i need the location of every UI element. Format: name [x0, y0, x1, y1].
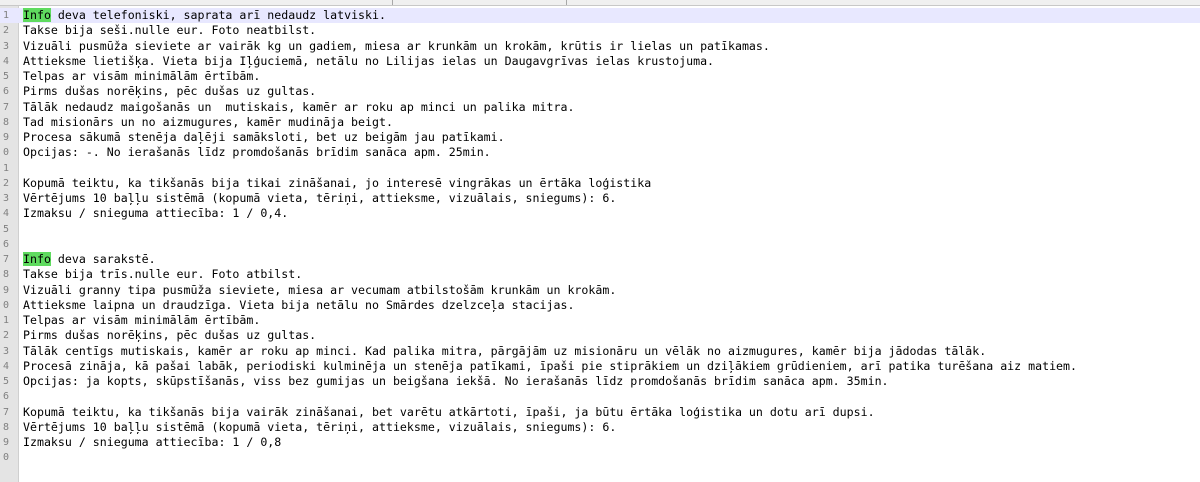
- line-number: 3: [2, 345, 9, 357]
- line-number: 1: [2, 10, 9, 21]
- line-content: Pirms dušas norēķins, pēc dušas uz gultas.: [23, 84, 317, 99]
- editor-line[interactable]: [0, 176, 1200, 191]
- line-content: Attieksme laipna un draudzīga. Vieta bija netālu no Smārdes dzelzceļa stacijas.: [23, 297, 575, 312]
- line-number: 0: [2, 299, 9, 311]
- line-text: [23, 283, 616, 298]
- line-text: [23, 435, 281, 450]
- line-content: Telpas ar visām minimālām ērtībām.: [23, 69, 261, 83]
- line-text: [23, 23, 316, 38]
- line-content: Kopumā teiktu, ka tikšanās bija tikai zināšanai, jo interesē vingrākas un ērtāka loģistika: [23, 175, 652, 190]
- line-content: Opcijas: ja kopts, skūpstīšanās, viss bez gumijas un beigšana iekšā. No ierašanās līdz promdošanās brīdim sanāca apm. 35min.: [23, 374, 889, 388]
- line-text: [23, 191, 616, 206]
- line-text: [23, 267, 302, 282]
- line-content: Attieksme lietišķa. Vieta bija Iļģuciemā, netālu no Lilijas ielas un Daugavgrīvas ielas krustojuma.: [23, 53, 715, 68]
- editor-line[interactable]: [0, 420, 1200, 435]
- line-number: 2: [2, 25, 9, 37]
- line-number: 6: [2, 391, 9, 403]
- line-text: [23, 130, 505, 145]
- line-text: [23, 54, 714, 69]
- line-text: [23, 100, 574, 115]
- line-text: [23, 39, 770, 54]
- line-content: Procesa sākumā stenēja daļēji samāksloti, bet uz beigām jau patīkami.: [23, 130, 505, 144]
- line-content: Procesā zināja, kā pašai labāk, periodiski kulminēja un stenēja patīkami, īpaši pie stiprākiem un dziļākiem grūdieniem, arī patika turēšana aiz matiem.: [23, 358, 1077, 373]
- line-content: Kopumā teiktu, ka tikšanās bija vairāk zināšanai, bet varētu atkārtoti, īpaši, ja būtu ērtāka loģistika un dotu arī dupsi.: [23, 404, 875, 419]
- line-text: [23, 344, 986, 359]
- editor-line[interactable]: [0, 84, 1200, 99]
- line-number: 3: [2, 40, 9, 52]
- line-number: 5: [2, 71, 9, 82]
- editor-line[interactable]: [0, 267, 1200, 282]
- line-number: 5: [2, 223, 9, 235]
- editor-line[interactable]: [0, 54, 1200, 69]
- line-content: deva sarakstē.: [50, 252, 156, 266]
- line-content: deva telefoniski, saprata arī nedaudz latviski.: [50, 8, 386, 22]
- line-number: 2: [2, 330, 9, 342]
- line-number: 8: [2, 269, 9, 281]
- line-text: [23, 69, 260, 84]
- line-number: 0: [2, 452, 9, 464]
- text-editor[interactable]: [0, 6, 1200, 482]
- line-number: 9: [2, 437, 9, 448]
- line-number: 4: [2, 360, 9, 372]
- line-number: 9: [2, 284, 9, 296]
- editor-line[interactable]: [0, 161, 1200, 176]
- line-number: 1: [2, 315, 9, 326]
- line-text: [23, 115, 393, 130]
- line-text: [23, 298, 574, 313]
- editor-line[interactable]: [0, 115, 1200, 130]
- editor-line[interactable]: [0, 374, 1200, 389]
- line-number: 7: [2, 101, 9, 113]
- line-content: Vizuāli granny tipa pusmūža sieviete, miesa ar vecumam atbilstošām krunkām un krokām.: [23, 282, 617, 297]
- line-number: 6: [2, 86, 9, 98]
- search-highlight: Info: [23, 8, 51, 22]
- tab-separator: [566, 0, 567, 5]
- line-text: [23, 252, 156, 267]
- line-text: [23, 405, 875, 420]
- line-content: Takse bija seši.nulle eur. Foto neatbilst.: [23, 23, 317, 38]
- line-text: [23, 374, 889, 389]
- line-number: 2: [2, 177, 9, 189]
- editor-line[interactable]: [0, 69, 1200, 84]
- line-number: 8: [2, 116, 9, 128]
- editor-line[interactable]: [0, 8, 1200, 23]
- search-highlight: Info: [23, 252, 51, 266]
- line-text: [23, 145, 491, 160]
- editor-line[interactable]: [0, 39, 1200, 54]
- line-content: Takse bija trīs.nulle eur. Foto atbilst.: [23, 267, 303, 282]
- line-content: Tālāk nedaudz maigošanās un mutiskais, kamēr ar roku ap minci un palika mitra.: [23, 99, 575, 114]
- editor-line[interactable]: [0, 328, 1200, 343]
- editor-line[interactable]: [0, 344, 1200, 359]
- line-content: Vērtējums 10 baļļu sistēmā (kopumā vieta, tēriņi, attieksme, vizuālais, sniegums): 6.: [23, 419, 617, 434]
- editor-line[interactable]: [0, 298, 1200, 313]
- line-content: Tad misionārs un no aizmugures, kamēr mudināja beigt.: [23, 114, 393, 129]
- line-text: [23, 206, 288, 221]
- line-content: Vērtējums 10 baļļu sistēmā (kopumā vieta, tēriņi, attieksme, vizuālais, sniegums): 6.: [23, 191, 617, 205]
- editor-line[interactable]: [0, 23, 1200, 38]
- line-number: 7: [2, 254, 9, 265]
- line-text: [23, 8, 386, 23]
- editor-line[interactable]: [0, 237, 1200, 252]
- editor-line[interactable]: [0, 252, 1200, 267]
- line-number: 7: [2, 406, 9, 418]
- line-content: Izmaksu / snieguma attiecība: 1 / 0,4.: [23, 206, 289, 221]
- editor-line[interactable]: [0, 435, 1200, 450]
- editor-line[interactable]: [0, 359, 1200, 374]
- line-text: [23, 313, 260, 328]
- line-content: Opcijas: -. No ierašanās līdz promdošanās brīdim sanāca apm. 25min.: [23, 145, 491, 160]
- editor-line[interactable]: [0, 100, 1200, 115]
- line-number: 8: [2, 421, 9, 433]
- line-text: [23, 420, 616, 435]
- line-number: 5: [2, 376, 9, 387]
- line-content: Vizuāli pusmūža sieviete ar vairāk kg un gadiem, miesa ar krunkām un krokām, krūtis ir lielas un patīkamas.: [23, 38, 770, 53]
- line-number: 3: [2, 193, 9, 204]
- tab-separator: [392, 0, 393, 5]
- line-text: [23, 84, 316, 99]
- line-number: 4: [2, 55, 9, 67]
- editor-line[interactable]: [0, 313, 1200, 328]
- editor-line[interactable]: [0, 222, 1200, 237]
- editor-line[interactable]: [0, 145, 1200, 160]
- editor-line[interactable]: [0, 389, 1200, 404]
- line-number: 1: [2, 162, 9, 174]
- editor-line[interactable]: [0, 191, 1200, 206]
- line-text: [23, 176, 651, 191]
- line-number: 0: [2, 147, 9, 159]
- line-content: Izmaksu / snieguma attiecība: 1 / 0,8: [23, 435, 282, 449]
- line-text: [23, 328, 316, 343]
- line-content: Tālāk centīgs mutiskais, kamēr ar roku ap minci. Kad palika mitra, pārgājām uz misionāru un vēlāk no aizmugures, kamēr bija jādodas tālāk.: [23, 343, 987, 358]
- line-number: 6: [2, 238, 9, 250]
- line-content: Pirms dušas norēķins, pēc dušas uz gultas.: [23, 328, 317, 343]
- editor-line[interactable]: [0, 405, 1200, 420]
- editor-line[interactable]: [0, 130, 1200, 145]
- editor-line[interactable]: [0, 206, 1200, 221]
- editor-line[interactable]: [0, 450, 1200, 465]
- line-text: [23, 359, 1077, 374]
- line-number: 4: [2, 208, 9, 220]
- line-content: Telpas ar visām minimālām ērtībām.: [23, 313, 261, 327]
- line-number: 9: [2, 132, 9, 143]
- editor-line[interactable]: [0, 283, 1200, 298]
